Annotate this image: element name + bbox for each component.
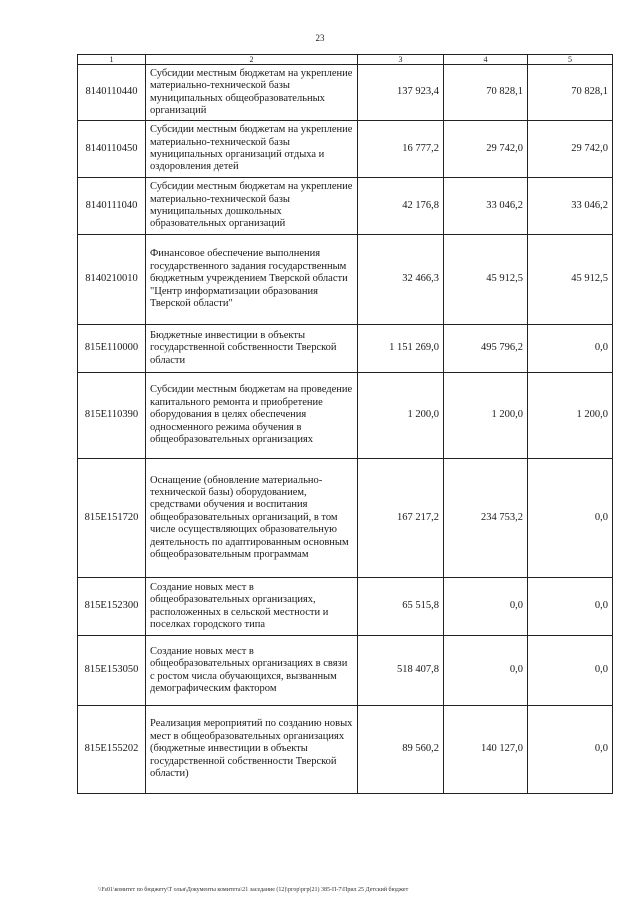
row-value-3: 16 777,2	[358, 121, 444, 178]
row-code: 815E155202	[78, 706, 146, 794]
table-row	[78, 121, 613, 178]
table-row	[78, 235, 613, 325]
page-number: 23	[315, 33, 325, 43]
header-col-4: 4	[444, 55, 528, 65]
row-value-4: 234 753,2	[444, 459, 528, 578]
row-name: Субсидии местным бюджетам на укрепление материально-технической базы муниципальных общеобразовательных организаций	[146, 65, 358, 121]
row-value-4: 33 046,2	[444, 178, 528, 235]
row-value-4: 29 742,0	[444, 121, 528, 178]
row-value-5: 29 742,0	[528, 121, 613, 178]
row-code: 815E152300	[78, 578, 146, 636]
header-row	[78, 55, 613, 65]
row-code: 815E151720	[78, 459, 146, 578]
footer-file-path: \\Fs01\комитет по бюджету\Т олья\Документы комитета\21 заседание (12)\ргор\ргр(21) 385-П-7\Прил 25 Детский бюджет	[98, 887, 409, 893]
table-row	[78, 459, 613, 578]
row-code: 815E153050	[78, 636, 146, 706]
row-name: Субсидии местным бюджетам на укрепление материально-технической базы муниципальных дошкольных образовательных организаций	[146, 178, 358, 235]
row-value-5: 0,0	[528, 325, 613, 373]
header-col-1: 1	[78, 55, 146, 65]
row-value-3: 32 466,3	[358, 235, 444, 325]
table-row	[78, 578, 613, 636]
table-row	[78, 65, 613, 121]
row-value-4: 70 828,1	[444, 65, 528, 121]
row-value-5: 45 912,5	[528, 235, 613, 325]
table-row	[78, 706, 613, 794]
row-value-4: 495 796,2	[444, 325, 528, 373]
row-value-5: 1 200,0	[528, 373, 613, 459]
row-name: Субсидии местным бюджетам на проведение капитального ремонта и приобретение оборудования в целях обеспечения односменного режима обучения в общеобразовательных организациях	[146, 373, 358, 459]
row-value-3: 1 151 269,0	[358, 325, 444, 373]
row-code: 8140111040	[78, 178, 146, 235]
table-row	[78, 325, 613, 373]
row-value-4: 45 912,5	[444, 235, 528, 325]
table-row	[78, 178, 613, 235]
row-value-3: 65 515,8	[358, 578, 444, 636]
row-code: 8140110440	[78, 65, 146, 121]
row-name: Бюджетные инвестиции в объекты государственной собственности Тверской области	[146, 325, 358, 373]
row-value-4: 140 127,0	[444, 706, 528, 794]
row-name: Создание новых мест в общеобразовательных организациях в связи с ростом числа обучающихся, вызванным демографическим фактором	[146, 636, 358, 706]
row-name: Создание новых мест в общеобразовательных организациях, расположенных в сельской местности и поселках городского типа	[146, 578, 358, 636]
header-col-5: 5	[528, 55, 613, 65]
row-name: Реализация мероприятий по созданию новых мест в общеобразовательных организациях (бюджетные инвестиции в объекты государственной собственности Тверской области)	[146, 706, 358, 794]
row-value-3: 42 176,8	[358, 178, 444, 235]
row-code: 8140210010	[78, 235, 146, 325]
budget-table	[77, 54, 613, 794]
table-row	[78, 373, 613, 459]
row-value-5: 33 046,2	[528, 178, 613, 235]
row-value-5: 0,0	[528, 578, 613, 636]
row-value-3: 167 217,2	[358, 459, 444, 578]
row-value-5: 0,0	[528, 706, 613, 794]
row-value-5: 70 828,1	[528, 65, 613, 121]
row-value-5: 0,0	[528, 459, 613, 578]
row-name: Оснащение (обновление материально-технической базы) оборудованием, средствами обучения и воспитания общеобразовательных организаций, в том числе осуществляющих образовательную деятельность по адаптированным основным общеобразовательным программам	[146, 459, 358, 578]
row-value-4: 1 200,0	[444, 373, 528, 459]
row-value-3: 518 407,8	[358, 636, 444, 706]
row-value-3: 1 200,0	[358, 373, 444, 459]
table-row	[78, 636, 613, 706]
row-value-3: 89 560,2	[358, 706, 444, 794]
row-value-4: 0,0	[444, 636, 528, 706]
row-value-3: 137 923,4	[358, 65, 444, 121]
row-name: Финансовое обеспечение выполнения государственного задания государственным бюджетным учреждением Тверской области "Центр информатизации образования Тверской области"	[146, 235, 358, 325]
row-code: 815E110390	[78, 373, 146, 459]
row-name: Субсидии местным бюджетам на укрепление материально-технической базы муниципальных организаций отдыха и оздоровления детей	[146, 121, 358, 178]
row-code: 815E110000	[78, 325, 146, 373]
row-value-5: 0,0	[528, 636, 613, 706]
row-value-4: 0,0	[444, 578, 528, 636]
row-code: 8140110450	[78, 121, 146, 178]
header-col-3: 3	[358, 55, 444, 65]
header-col-2: 2	[146, 55, 358, 65]
